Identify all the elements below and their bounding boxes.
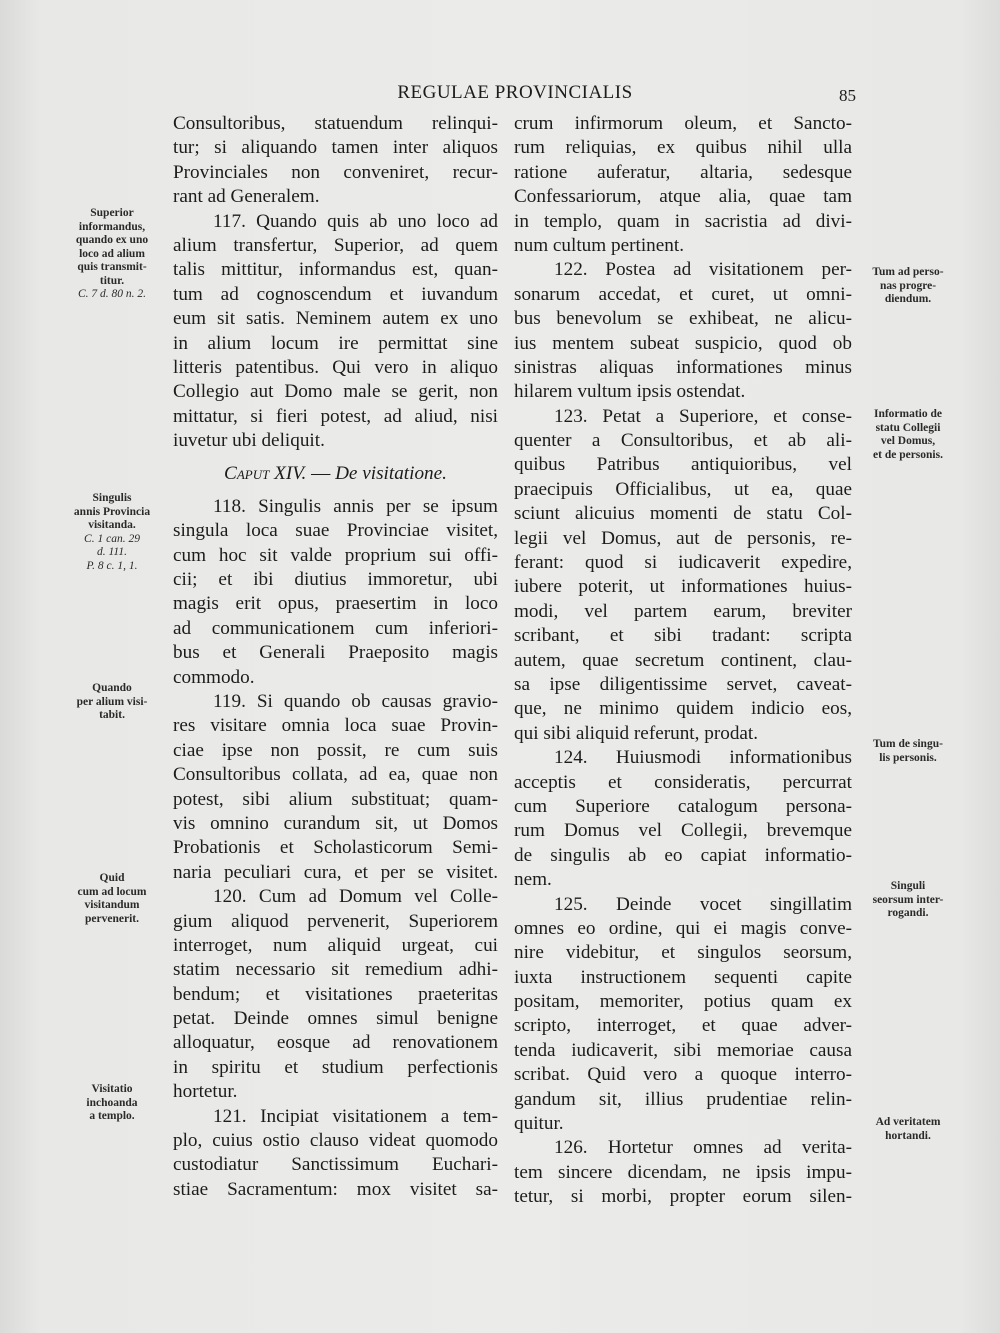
text-line: tum ad cognoscendum et iuvandum [173,283,498,305]
margin-note-line: Tum de singu- [873,738,943,750]
text-line: interroget, num aliquid urgeat, cui [173,934,498,956]
text-line: bendum; et visitationes praeteritas [173,983,498,1005]
margin-note-reference: P. 8 c. 1, 1. [86,559,138,572]
text-line: tetur, si morbi, propter eorum silen- [514,1186,852,1208]
margin-note-line: Ad veritatem [875,1116,941,1128]
text-line: quenter a Consultoribus, et ab ali- [514,430,852,452]
text-line: mittatur, si fieri potest, ad aliud, nisi [173,405,498,427]
margin-note-line: visitandum [84,899,140,911]
margin-note-quando-per-alium [60,682,164,723]
text-line: sonarum accedat, et curet, ut omni- [514,283,852,305]
margin-note-line: Tum ad perso- [872,266,944,278]
text-line: iuxta instructionem sequenti capite [514,966,852,988]
text-line: tenda iudicaverit, sibi memoriae causa [514,1039,852,1061]
text-line: nire videbitur, et singulos seorsum, [514,942,852,964]
margin-note-line: cum ad locum [77,885,147,898]
left-text-column [173,112,498,1202]
text-line: cum Superiore catalogum persona- [514,795,852,817]
text-line: bus et Generali Praeposito magis [173,642,498,664]
text-line: cii; et ibi diutius immoretur, ubi [173,569,498,591]
text-line: rum Domus vel Collegii, brevemque [514,820,852,842]
margin-note-reference: d. 111. [97,546,127,558]
text-line: in spiritu et studium perfectionis [173,1056,498,1078]
text-line: iuvetur ubi deliquit. [173,430,325,452]
text-line: naria peculiari cura, et per se visitet. [173,861,498,883]
margin-note-line: Quando [92,682,132,694]
text-line: hilarem vultum ipsis ostendat. [514,381,746,403]
margin-note-singuli-seorsum [856,880,960,921]
text-line: Provinciales non conveniret, recur- [173,161,498,183]
text-line: iubere poterit, ut informationes huius- [514,576,852,598]
text-line: alloquatur, eosque ad renovationem [173,1032,498,1054]
text-line: hortetur. [173,1081,238,1103]
margin-note-line: Singuli [890,880,926,892]
text-line: sa ipse diligentissime servet, caveat- [514,673,852,695]
margin-note-line: quando ex uno [75,234,149,246]
margin-note-line: quis transmit- [77,261,147,273]
text-line: petat. Deinde omnes simul benigne [173,1008,498,1030]
text-line: res visitare omnia loca suae Provin- [173,715,498,737]
text-line: rant ad Generalem. [173,186,320,208]
text-line: eum sit satis. Neminem autem ex uno [173,308,498,330]
text-line: ratione auferatur, altaria, sedesque [514,161,852,183]
page-number: 85 [839,86,856,105]
text-line: commodo. [173,666,255,688]
text-line: 119. Si quando ob causas gravio- [213,690,498,712]
text-line: modi, vel partem earum, breviter [514,600,852,622]
margin-note-reference: C. 7 d. 80 n. 2. [77,288,147,300]
text-line: Confessariorum, atque alia, quae tam [514,186,852,208]
text-line: statim necessario sit remedium adhi- [173,959,498,981]
margin-note-line: nas progre- [879,279,937,292]
margin-note-line: Singulis [92,492,132,504]
text-line: talis mittitur, informandus est, quan- [173,259,498,281]
text-line: potest, sibi alium substituat; quam- [173,788,498,810]
text-line: 117. Quando quis ab uno loco ad [213,210,498,232]
running-title: REGULAE PROVINCIALIS [397,82,633,103]
text-line: sinistras aliquas informationes minus [514,356,852,378]
text-line: quibus Patribus antiquioribus, vel [514,454,852,476]
text-line: custodiatur Sanctissimum Euchari- [173,1154,498,1176]
margin-note-superior-informandus [60,207,164,302]
text-line: ferant: quod si iudicaverit expedire, [514,552,852,574]
text-line: Consultoribus, statuendum relinqui- [173,113,498,134]
margin-note-line: Superior [90,207,134,219]
right-text-column [514,112,852,1210]
margin-note-line: et de personis. [873,448,943,461]
text-line: 121. Incipiat visitationem a tem- [213,1105,498,1127]
margin-note-line: diendum. [884,293,932,305]
margin-note-line: a templo. [89,1110,135,1122]
text-line: stiae Sacramentum: mox visitet sa- [173,1178,498,1200]
margin-note-line: annis Provincia [73,505,151,518]
text-line: crum infirmorum oleum, et Sancto- [514,113,852,134]
margin-note-line: hortandi. [885,1129,931,1142]
margin-note-line: statu Collegii [875,421,941,434]
margin-note-line: lis personis. [879,751,937,764]
text-line: Probationis et Scholasticorum Semi- [173,837,498,859]
margin-note-quid-cum-ad-locum [60,872,164,926]
text-line: cum hoc sit valde proprium sui offi- [173,544,498,566]
chapter-heading [173,462,498,486]
margin-note-line: Quid [99,872,125,884]
text-line: quitur. [514,1113,564,1135]
text-line: que, ne minimo quidem indicio eos, [514,698,852,720]
text-line: num cultum pertinent. [514,234,684,256]
text-line: gandum sit, illius prudentiae relin- [514,1088,852,1110]
text-line: magis erit opus, praesertim in loco [173,593,498,615]
text-line: legii vel Domus, aut de personis, re- [514,527,852,549]
text-line: nem. [514,869,552,891]
text-line: 118. Singulis annis per se ipsum [213,495,498,517]
margin-note-visitatio-inchoanda [60,1083,164,1124]
text-line: positam, memoriter, potius quam ex [514,991,852,1013]
text-line: plo, cuius ostio clauso videat quomodo [173,1130,498,1152]
text-line: bus benevolum se exhibeat, ne alicu- [514,308,852,330]
margin-note-line: Informatio de [873,408,943,420]
text-line: 120. Cum ad Domum vel Colle- [213,886,498,908]
text-line: gium aliquod pervenerit, Superiorem [173,910,498,932]
text-line: acceptis et consideratis, percurrat [514,771,852,793]
text-line: 122. Postea ad visitationem per- [554,259,852,281]
margin-note-line: informandus, [78,220,146,233]
text-line: singula loca suae Provinciae visitet, [173,520,498,542]
chapter-heading-caput: Caput [224,463,270,485]
text-line: 126. Hortetur omnes ad verita- [554,1137,852,1159]
text-line: in alium locum ire permittat sine [173,332,498,354]
margin-note-line: pervenerit. [85,912,139,925]
text-line: tem sincere dicendam, ne ipsis impu- [514,1161,852,1183]
text-line: litteris patentibus. Qui vero in aliquo [173,356,498,378]
margin-note-singulis-annis [60,492,164,573]
margin-note-tum-de-singulis [856,738,960,765]
text-line: qui sibi aliquid referunt, prodat. [514,722,759,744]
text-line: de singulis ab eo capiat informatio- [514,844,852,866]
margin-note-line: per alium visi- [76,695,148,708]
text-line: in templo, quam in sacristia ad divi- [514,210,852,232]
text-line: ad communicationem cum inferiori- [173,617,498,639]
text-line: omnes eo ordine, qui ei magis conve- [514,917,852,939]
chapter-heading-title: De visitatione. [335,463,447,485]
text-line: vis omnino curandum sit, ut Domos [173,812,498,834]
text-line: 125. Deinde vocet singillatim [554,893,852,915]
margin-note-informatio-de-statu [856,408,960,462]
margin-note-line: rogandi. [887,907,929,919]
margin-note-line: visitanda. [88,519,136,531]
text-line: scribant, et sibi tradant: scripta [514,625,852,647]
text-line: Consultoribus collata, ad ea, quae non [173,764,498,786]
text-line: scripto, interroget, et quae adver- [514,1015,852,1037]
margin-note-line: loco ad alium [79,247,145,260]
margin-note-line: Visitatio [91,1083,133,1095]
text-line: ciae ipse non possit, re cum suis [173,739,498,761]
text-line: alium transfertur, Superior, ad quem [173,234,498,256]
text-line: 124. Huiusmodi informationibus [554,747,852,769]
margin-note-line: tabit. [99,709,125,721]
text-line: autem, quae secretum continent, clau- [514,649,852,671]
chapter-heading-numeral: XIV. [274,463,307,485]
margin-note-line: seorsum inter- [872,893,944,906]
margin-note-line: inchoanda [86,1096,138,1109]
text-line: ius mentem subeat suspicio, quod ob [514,332,852,354]
margin-note-line: titur. [99,274,125,287]
text-line: rum reliquias, ex quibus nihil ulla [514,137,852,159]
margin-note-ad-veritatem [856,1116,960,1143]
margin-note-reference: C. 1 can. 29 [84,532,140,545]
text-line: Collegio aut Domo male se gerit, non [173,381,498,403]
text-line: sciunt alicuius momenti de statu Col- [514,503,852,525]
margin-note-tum-ad-personas [856,266,960,307]
text-line: tur; si aliquando tamen inter aliquos [173,137,498,159]
text-line: scribat. Quid vero a quoque interro- [514,1064,852,1086]
text-line: 123. Petat a Superiore, et conse- [554,405,852,427]
margin-note-line: vel Domus, [880,435,936,447]
text-line: praecipuis Officialibus, ut ea, quae [514,478,852,500]
chapter-heading-dash: — [311,463,331,485]
